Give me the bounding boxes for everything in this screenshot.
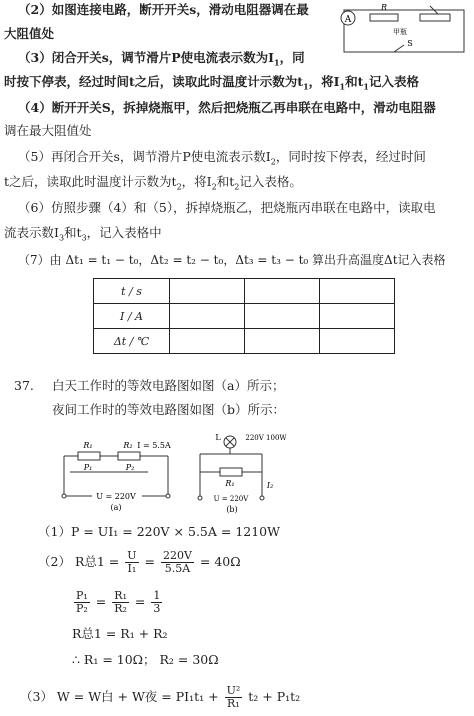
- q36-step7: （7）由 Δt₁ = t₁ − t₀，Δt₂ = t₂ − t₀，Δt₃ = t₃ − t₀ 算出升高温度Δt记入表格: [18, 253, 446, 267]
- fig-a-r1-label: R₁: [83, 441, 93, 450]
- q37-result-line: ∴ R₁ = 10Ω； R₂ = 30Ω: [72, 652, 219, 667]
- fraction: $\frac{\text{U²}}{\text{R₁}}$: [226, 684, 241, 710]
- q36-step5-line1: （5）再闭合开关s，调节滑片P使电流表示数$I_2$，同时按下停表，经过时间: [18, 149, 426, 167]
- table-row: [94, 279, 395, 304]
- q37-figure-a: [50, 436, 180, 514]
- q37-figure-b: [192, 432, 292, 516]
- q36-step4-line2: 调在最大阻值处: [4, 123, 92, 138]
- fig-a-current-label: I = 5.5A: [137, 441, 171, 450]
- fig-a-voltage-label: U = 220V: [96, 492, 136, 501]
- resistor-label: R: [380, 3, 388, 12]
- fig-b-lamp-rating: 220V 100W: [245, 434, 287, 442]
- q36-step6-line1: （6）仿照步骤（4）和（5），拆掉烧瓶乙，把烧瓶丙串联在电路中，读取电: [18, 200, 436, 215]
- fig-a-caption: (a): [110, 503, 122, 512]
- table-row-header: I / A: [94, 304, 170, 329]
- fig-a-r2-label: R₂: [123, 441, 133, 450]
- fraction: $\frac{1}{3}$: [153, 589, 161, 615]
- q37-line2: 夜间工作时的等效电路图如图（b）所示：: [52, 402, 286, 417]
- fraction: $\frac{\text{P₁}}{\text{P₂}}$: [76, 589, 88, 615]
- q37-number: 37.: [14, 378, 34, 393]
- table-row-header: Δt / ℃: [94, 329, 170, 354]
- table-row: [94, 304, 395, 329]
- table-row-header: t / s: [94, 279, 170, 304]
- table-row: [94, 329, 395, 354]
- fig-b-lamp-label: L: [215, 433, 221, 442]
- q36-step5-line2: t之后，读取此时温度计示数为$t_2$，将$I_2$和$t_2$记入表格。: [4, 174, 302, 192]
- q37-solution-2: （2） R总1 = $\frac{U}{\text{I₁}}$ = $\frac{220V}{5.5A}$ = 40Ω: [38, 549, 241, 575]
- fig-b-voltage-label: U = 220V: [213, 495, 249, 503]
- fraction: $\frac{U}{\text{I₁}}$: [127, 549, 137, 575]
- fig-b-current-label: I₂: [266, 481, 274, 490]
- fraction: $\frac{\text{R₁}}{\text{R₂}}$: [114, 589, 127, 615]
- q37-sum-line: R总1 = R₁ + R₂: [72, 626, 168, 641]
- q37-line1: 白天工作时的等效电路图如图（a）所示；: [52, 378, 285, 393]
- q36-data-table: [93, 278, 395, 354]
- fig-b-r1-label: R₁: [225, 479, 235, 488]
- q36-step2-line1: （2）如图连接电路，断开开关s，滑动电阻器调在最: [18, 2, 309, 17]
- q36-step6-line2: 流表示数$I_3$和$t_3$，记入表格中: [4, 225, 162, 243]
- switch-label: S: [407, 39, 413, 48]
- q36-step4-line1: （4）断开开关S，拆掉烧瓶甲，然后把烧瓶乙再串联在电路中，滑动电阻器: [18, 100, 436, 115]
- q36-step3-line2: 时按下停表，经过时间t之后，读取此时温度计示数为$t_1$，将$I_1$和$t_1$记入表格: [4, 74, 419, 92]
- fig-b-caption: (b): [226, 505, 238, 514]
- fig-a-p1-label: P₁: [83, 463, 93, 472]
- q37-solution-1: （1）P = UI₁ = 220V × 5.5A = 1210W: [38, 524, 280, 539]
- q36-circuit-diagram: [330, 2, 472, 60]
- fig-a-p2-label: P₂: [125, 463, 135, 472]
- flask-label: 甲瓶: [393, 28, 407, 36]
- q37-solution-3: （3） W = W白 + W夜 = PI₁t₁ + $\frac{\text{U²}}{\text{R₁}}$ t₂ + P₁t₂: [20, 684, 301, 710]
- fraction: $\frac{220V}{5.5A}$: [162, 549, 192, 575]
- q37-power-ratio: $\frac{\text{P₁}}{\text{P₂}}$ = $\frac{\text{R₁}}{\text{R₂}}$ = $\frac{1}{3}$: [76, 589, 161, 615]
- q36-step3-line1: （3）闭合开关s，调节滑片P使电流表示数为$I_1$，同: [18, 50, 305, 68]
- q36-step2-line2: 大阻值处: [4, 26, 55, 41]
- ammeter-label: A: [344, 15, 352, 25]
